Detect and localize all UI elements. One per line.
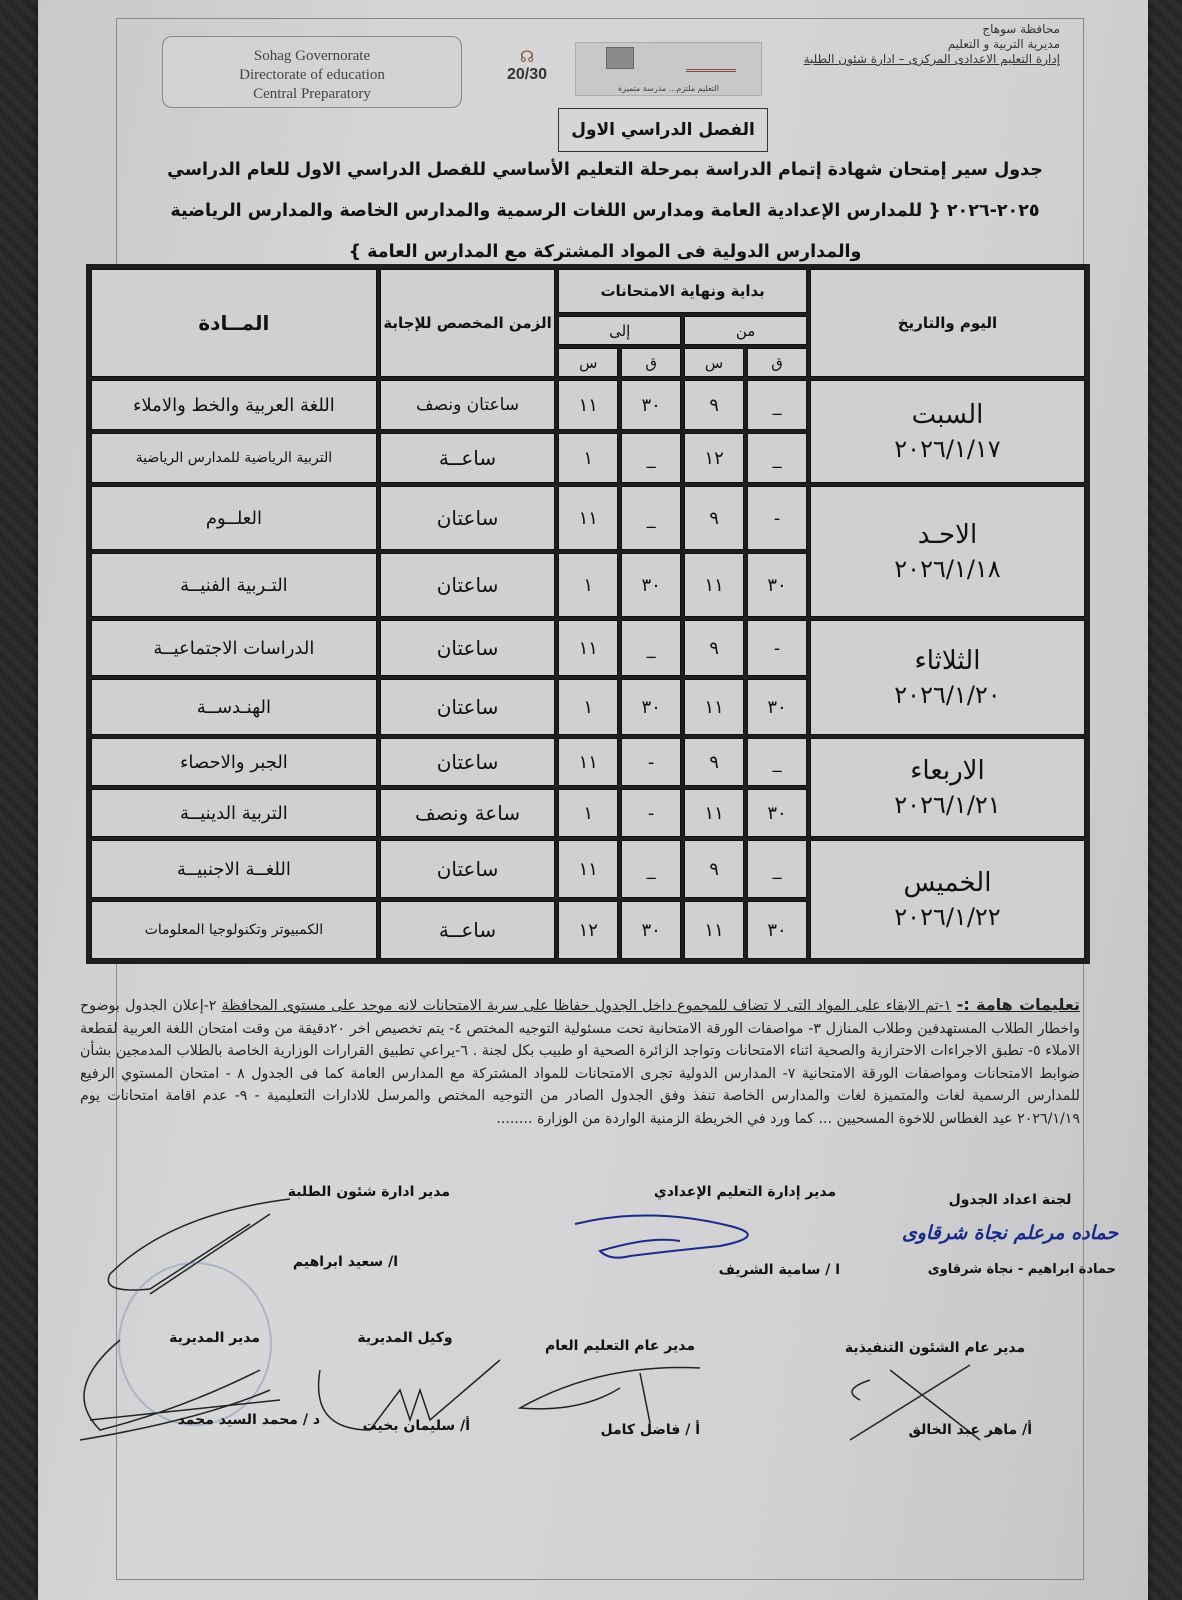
duration: ساعتان <box>380 620 556 676</box>
english-line: Sohag Governorate <box>253 48 371 64</box>
document-title: جدول سير إمتحان شهادة إتمام الدراسة بمرحلة التعليم الأساسي للفصل الدراسي الاول للعام الدراسي ٢٠٢٥-٢٠٢٦ { للمدارس الإعدادية العامة ومدارس اللغات الرسمية والمدارس الخاصة والمدارس الرياضية والمدارس الدولية فى المواد المشتركة مع المدارس العامة } <box>167 160 1043 262</box>
duration: ساعتان <box>380 679 556 735</box>
duration: ساعــة <box>380 433 556 483</box>
from-hour: ١٢ <box>684 433 744 483</box>
header-to: إلى <box>558 316 681 345</box>
subject: التـربية الفنيــة <box>91 553 377 617</box>
subject: التربية الدينيــة <box>91 789 377 837</box>
to-hour: ١١ <box>558 486 618 550</box>
header-minute: ق <box>621 348 681 377</box>
subject: الدراسات الاجتماعيــة <box>91 620 377 676</box>
day-name: الاحـد <box>917 519 978 550</box>
to-minute: - <box>621 738 681 786</box>
signatory-name: أ/ سليمان بخيت <box>362 1418 470 1434</box>
term-heading: الفصل الدراسي الاول <box>558 108 768 152</box>
from-hour: ٩ <box>684 738 744 786</box>
instructions-2-to-9: ٢-إعلان الجدول بوضوح واخطار الطلاب المستهدفين وطلاب المنازل ٣- مواصفات الورقة الامتحانية تحت مسئولية التوجيه المختص ٤- يتم تخصيص اخر ٢٠دقيقة من وقت امتحان اللغة العربية لقطعة الاملاء ٥- تطبق الاجراءات الاحترازية والصحية اثناء الامتحانات وتواجد الزائرة الصحية او طبيب بكل لجنة . ٦-يراعي تطبيق القرارات الوزارية الخاصة بالطلاب المدمجين بشأن ضوابط الامتحانات ومواصفات الورقة الامتحانية ٧- المدارس الدولية تجرى الامتحانات للمواد المشتركة مع المدارس العامة كما فى الجدول ٨ - امتحان المستوي الرفيع للمدارس الرسمية لغات والمتميزة لغات والمدارس الخاصة تنفذ وفق الجدول الصادر من التوجيه المختص والمرسل للادارات التعليمية - ٩- عدم اقامة امتحانات يوم ٢٠٢٦/١/١٩ عيد الغطاس للاخوة المسحيين ... كما ورد في الخريطة الزمنية الواردة من الوزارة ........ <box>80 998 1081 1127</box>
from-minute: ٣٠ <box>747 901 807 959</box>
instruction-1: ١-تم الابقاء على المواد التى لا تضاف للمجموع داخل الجدول حفاظا على سرية الامتحانات لانه موحد على مستوى المحافظة <box>221 998 952 1014</box>
english-line: Central Preparatory <box>253 86 371 102</box>
emblem-icon <box>606 47 634 69</box>
header-minute: ق <box>747 348 807 377</box>
from-minute: _ <box>747 840 807 898</box>
from-minute: - <box>747 620 807 676</box>
from-hour: ١١ <box>684 789 744 837</box>
signature-block-directorate-director <box>120 1330 320 1450</box>
lamp-icon <box>686 49 736 72</box>
table-row <box>91 620 1085 676</box>
header-start-end: بداية ونهاية الامتحانات <box>558 269 807 313</box>
from-minute: _ <box>747 380 807 430</box>
handwritten-signature <box>570 1206 830 1266</box>
exam-date: ٢٠٢٦/١/٢١ <box>894 790 1001 819</box>
day-cell <box>810 486 1085 617</box>
to-hour: ١ <box>558 433 618 483</box>
to-hour: ١ <box>558 789 618 837</box>
header-hour: س <box>558 348 618 377</box>
english-line: Directorate of education <box>239 67 385 83</box>
header-duration: الزمن المخصص للإجابة <box>380 269 556 377</box>
duration: ساعتان ونصف <box>380 380 556 430</box>
from-hour: ١١ <box>684 553 744 617</box>
signatory-name: أ/ ماهر عبد الخالق <box>908 1422 1032 1438</box>
vision-logo-text: 20/30 <box>506 66 548 83</box>
handwritten-signature <box>60 1330 320 1460</box>
to-minute: ٣٠ <box>621 901 681 959</box>
day-name: الثلاثاء <box>914 645 981 676</box>
signatory-name: أ / فاضل كامل <box>600 1422 700 1438</box>
signatory-title: وكيل المديرية <box>357 1330 453 1346</box>
exam-date: ٢٠٢٦/١/١٨ <box>894 554 1001 583</box>
day-cell <box>810 840 1085 959</box>
day-cell <box>810 738 1085 837</box>
subject: اللغة العربية والخط والاملاء <box>91 380 377 430</box>
signatory-title: مدير عام التعليم العام <box>545 1338 695 1354</box>
signature-block-schedule-committee <box>900 1192 1120 1282</box>
table-row <box>91 738 1085 786</box>
ministry-logo-banner <box>575 42 762 96</box>
duration: ساعتان <box>380 553 556 617</box>
from-minute: - <box>747 486 807 550</box>
to-minute: _ <box>621 433 681 483</box>
header-row <box>91 269 1085 313</box>
to-hour: ١١ <box>558 620 618 676</box>
signatory-title: لجنة اعداد الجدول <box>948 1192 1072 1208</box>
day-cell <box>810 380 1085 483</box>
to-hour: ١٢ <box>558 901 618 959</box>
table-row <box>91 486 1085 550</box>
subject: اللغــة الاجنبيــة <box>91 840 377 898</box>
from-minute: _ <box>747 738 807 786</box>
administration-line: إدارة التعليم الاعدادى المركزى – ادارة شئون الطلبة <box>803 52 1060 66</box>
from-minute: ٣٠ <box>747 789 807 837</box>
to-minute: _ <box>621 840 681 898</box>
header-from: من <box>684 316 807 345</box>
to-minute: ٣٠ <box>621 380 681 430</box>
signatory-title: مدير ادارة شئون الطلبة <box>287 1184 450 1200</box>
logo-caption: التعليم ملتزم... مدرسة متميزة <box>618 84 719 93</box>
subject: العلــوم <box>91 486 377 550</box>
from-hour: ٩ <box>684 486 744 550</box>
signatory-name: ا / سامية الشريف <box>718 1262 840 1278</box>
from-minute: ٣٠ <box>747 679 807 735</box>
day-name: السبت <box>911 399 984 430</box>
subject: الجبر والاحصاء <box>91 738 377 786</box>
to-minute: ٣٠ <box>621 553 681 617</box>
signatory-name: حمادة ابراهيم - نجاة شرقاوى <box>927 1262 1116 1277</box>
duration: ساعتان <box>380 738 556 786</box>
day-cell <box>810 620 1085 735</box>
signature-block-executive-affairs <box>830 1340 1040 1450</box>
from-hour: ٩ <box>684 380 744 430</box>
header-hour: س <box>684 348 744 377</box>
important-instructions <box>80 994 1080 1130</box>
day-name: الاربعاء <box>910 755 985 786</box>
vision-2030-logo <box>492 50 562 92</box>
to-hour: ١١ <box>558 380 618 430</box>
exam-schedule-table <box>86 264 1090 964</box>
subject: الهنـدســة <box>91 679 377 735</box>
to-minute: _ <box>621 486 681 550</box>
from-hour: ١١ <box>684 679 744 735</box>
table-row <box>91 380 1085 430</box>
header-day-date: اليوم والتاريخ <box>810 269 1085 377</box>
signature-block-student-affairs-director <box>250 1184 450 1284</box>
to-hour: ١ <box>558 679 618 735</box>
to-hour: ١١ <box>558 840 618 898</box>
signature-block-prep-education-director <box>620 1184 870 1284</box>
exam-date: ٢٠٢٦/١/١٧ <box>894 434 1001 463</box>
directorate-line: مديرية التربية و التعليم <box>947 37 1060 51</box>
handwritten-signature <box>500 1358 720 1428</box>
subject: التربية الرياضية للمدارس الرياضية <box>91 433 377 483</box>
day-name: الخميس <box>903 867 992 898</box>
signature-block-general-education <box>530 1338 710 1448</box>
duration: ساعتان <box>380 840 556 898</box>
duration: ساعــة <box>380 901 556 959</box>
signatory-name: ا/ سعيد ابراهيم <box>292 1254 398 1270</box>
from-hour: ٩ <box>684 840 744 898</box>
handwritten-signature: حماده مرعلم نجاة شرقاوى <box>901 1222 1119 1244</box>
signatory-title: مدير إدارة التعليم الإعدادي <box>653 1184 837 1200</box>
governorate-line: محافظة سوهاج <box>982 22 1060 36</box>
signature-block-deputy-director <box>330 1330 480 1440</box>
to-minute: _ <box>621 620 681 676</box>
to-hour: ١١ <box>558 738 618 786</box>
exam-date: ٢٠٢٦/١/٢٢ <box>894 902 1001 931</box>
header-subject: المــادة <box>91 269 377 377</box>
to-hour: ١ <box>558 553 618 617</box>
from-hour: ٩ <box>684 620 744 676</box>
duration: ساعة ونصف <box>380 789 556 837</box>
duration: ساعتان <box>380 486 556 550</box>
signatory-name: د / محمد السيد محمد <box>177 1412 320 1428</box>
vision-logo-icon: ☊ <box>519 49 535 66</box>
table-row <box>91 840 1085 898</box>
to-minute: ٣٠ <box>621 679 681 735</box>
from-minute: _ <box>747 433 807 483</box>
from-minute: ٣٠ <box>747 553 807 617</box>
instructions-label: تعليمات هامة :- <box>956 995 1080 1014</box>
arabic-letterhead <box>730 22 1060 67</box>
from-hour: ١١ <box>684 901 744 959</box>
signatory-title: مدير المديرية <box>169 1330 260 1346</box>
exam-date: ٢٠٢٦/١/٢٠ <box>894 680 1001 709</box>
signatory-title: مدير عام الشئون التنفيذية <box>844 1340 1026 1356</box>
subject: الكمبيوتر وتكنولوجيا المعلومات <box>91 901 377 959</box>
english-letterhead <box>162 36 462 108</box>
to-minute: - <box>621 789 681 837</box>
